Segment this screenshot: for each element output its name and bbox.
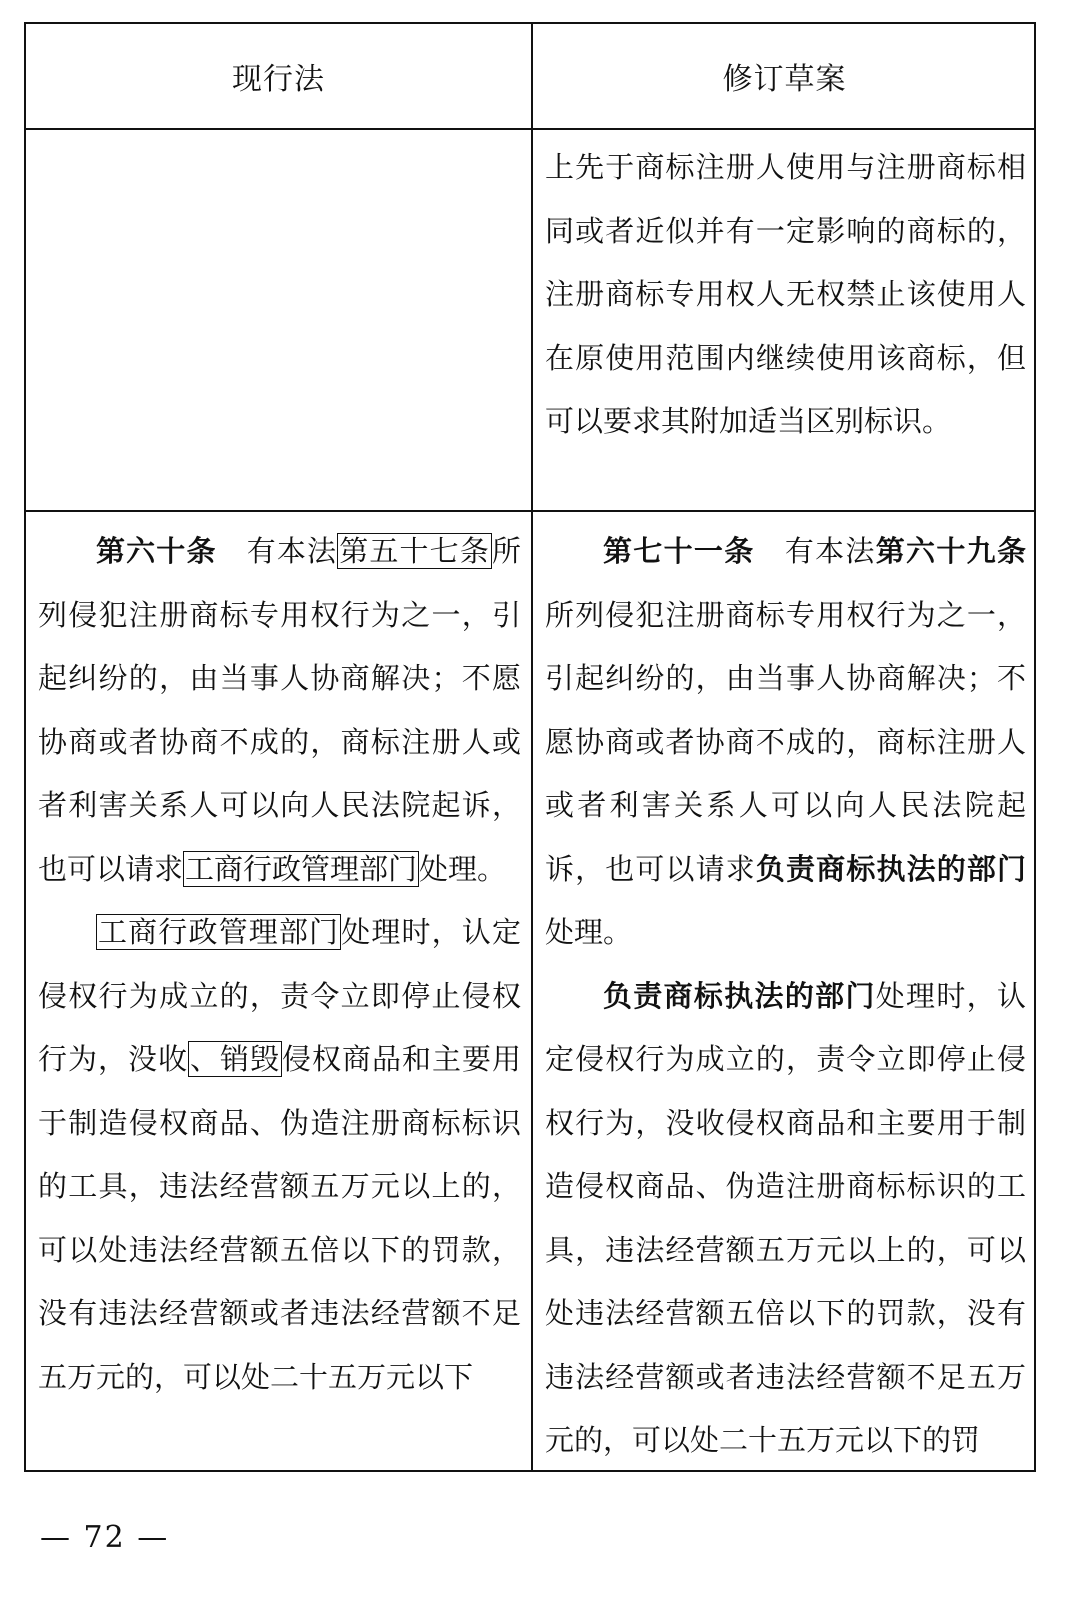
comparison-table <box>24 22 1036 1472</box>
right-article-paragraph-2: 负责商标执法的部门处理时，认定侵权行为成立的，责令立即停止侵权行为，没收侵权商品和主要用于制造侵权商品、伪造注册商标标识的工具，违法经营额五万元以上的，可以处违法经营额五倍以下的罚款，没有违法经营额或者违法经营额不足五万元的，可以处二十五万元以下的罚 <box>545 978 1026 1457</box>
row1-right-text: 上先于商标注册人使用与注册商标相同或者近似并有一定影响的商标的，注册商标专用权人无权禁止该使用人在原使用范围内继续使用该商标，但可以要求其附加适当区别标识。 <box>545 150 1026 438</box>
bold-change: 负责商标执法的部门 <box>603 978 876 1013</box>
page-number: — 72 — <box>40 1520 170 1555</box>
row2-left-cell <box>26 520 531 1470</box>
boxed-change: 第五十七条 <box>339 534 490 568</box>
row-divider <box>26 510 1034 512</box>
boxed-change: 、销毁 <box>190 1042 280 1076</box>
row1-right-cell <box>533 136 1036 510</box>
bold-change: 第六十九条 <box>875 534 1026 568</box>
boxed-change: 工商行政管理部门 <box>98 915 340 949</box>
article-number: 第七十一条 <box>603 534 755 568</box>
row1-left-cell <box>26 130 531 510</box>
left-article-paragraph-2: 工商行政管理部门处理时，认定侵权行为成立的，责令立即停止侵权行为，没收、销毁侵权商品和主要用于制造侵权商品、伪造注册商标标识的工具，违法经营额五万元以上的，可以处违法经营额五倍以下的罚款，没有违法经营额或者违法经营额不足五万元的，可以处二十五万元以下 <box>38 915 521 1394</box>
row2-right-cell <box>533 520 1036 1470</box>
column-header-current-law: 现行法 <box>232 62 325 97</box>
left-article-paragraph-1: 第六十条 有本法第五十七条所列侵犯注册商标专用权行为之一，引起纠纷的，由当事人协商解决；不愿协商或者协商不成的，商标注册人或者利害关系人可以向人民法院起诉，也可以请求工商行政管理部门处理。 <box>38 534 521 886</box>
bold-change: 负责商标执法的部门 <box>755 851 1026 886</box>
right-article-paragraph-1: 第七十一条 有本法第六十九条所列侵犯注册商标专用权行为之一，引起纠纷的，由当事人协商解决；不愿协商或者协商不成的，商标注册人或者利害关系人可以向人民法院起诉，也可以请求负责商标执法的部门处理。 <box>545 534 1026 949</box>
boxed-change: 工商行政管理部门 <box>185 851 418 886</box>
article-number: 第六十条 <box>96 534 217 568</box>
column-header-draft: 修订草案 <box>722 62 847 97</box>
